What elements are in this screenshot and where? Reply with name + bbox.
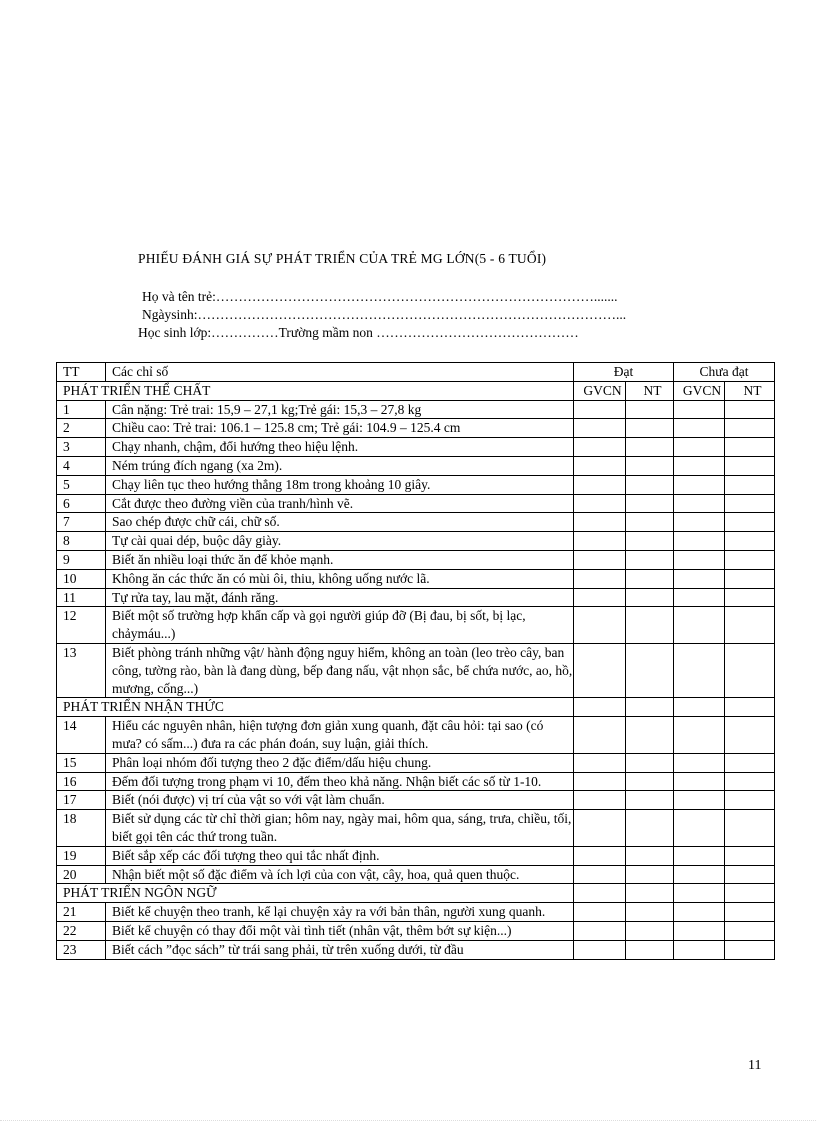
mark-cell [725, 865, 775, 884]
table-row [57, 717, 775, 754]
row-number: 11 [57, 588, 106, 607]
mark-cell [574, 513, 626, 532]
mark-cell [674, 494, 725, 513]
table-row [57, 494, 775, 513]
mark-cell [725, 940, 775, 959]
mark-cell [674, 753, 725, 772]
row-number: 21 [57, 903, 106, 922]
mark-cell [674, 550, 725, 569]
criterion-text: Chiều cao: Trẻ trai: 106.1 – 125.8 cm; Trẻ gái: 104.9 – 125.4 cm [106, 419, 574, 438]
mark-cell [626, 791, 674, 810]
table-row [57, 550, 775, 569]
mark-cell [725, 569, 775, 588]
mark-cell [574, 846, 626, 865]
section-row [57, 884, 775, 903]
mark-cell [574, 717, 626, 754]
mark-cell [725, 588, 775, 607]
mark-cell [674, 400, 725, 419]
row-number: 16 [57, 772, 106, 791]
mark-cell [626, 884, 674, 903]
mark-cell [674, 903, 725, 922]
mark-cell [725, 846, 775, 865]
header-criteria: Các chỉ số [106, 363, 574, 382]
table-row [57, 588, 775, 607]
criterion-text: Biết sử dụng các từ chỉ thời gian; hôm nay, ngày mai, hôm qua, sáng, trưa, chiều, tối, biết gọi tên các thứ trong tuần. [106, 810, 574, 847]
mark-cell [574, 921, 626, 940]
table-row [57, 772, 775, 791]
child-name-line: Họ và tên trẻ:…………………………………………………………………………....... [142, 289, 618, 304]
mark-cell [574, 698, 626, 717]
row-number: 7 [57, 513, 106, 532]
mark-cell [725, 550, 775, 569]
mark-cell [674, 772, 725, 791]
mark-cell [674, 588, 725, 607]
mark-cell [626, 588, 674, 607]
mark-cell [574, 607, 626, 644]
mark-cell [626, 643, 674, 697]
table-row [57, 607, 775, 644]
mark-cell [725, 438, 775, 457]
row-number: 19 [57, 846, 106, 865]
row-number: 6 [57, 494, 106, 513]
mark-cell [725, 456, 775, 475]
mark-cell [725, 921, 775, 940]
row-number: 22 [57, 921, 106, 940]
mark-cell [574, 753, 626, 772]
header-gvcn-chua-dat: GVCN [674, 381, 725, 400]
mark-cell [574, 791, 626, 810]
mark-cell [674, 846, 725, 865]
table-row [57, 940, 775, 959]
table-row [57, 400, 775, 419]
mark-cell [626, 846, 674, 865]
mark-cell [626, 532, 674, 551]
mark-cell [574, 400, 626, 419]
criterion-text: Đếm đối tượng trong phạm vi 10, đếm theo khả năng. Nhận biết các số từ 1-10. [106, 772, 574, 791]
row-number: 17 [57, 791, 106, 810]
mark-cell [574, 772, 626, 791]
mark-cell [674, 865, 725, 884]
criterion-text: Hiểu các nguyên nhân, hiện tượng đơn giản xung quanh, đặt câu hỏi: tại sao (có mưa? có sấm...) đưa ra các phán đoán, suy luận, giải thích. [106, 717, 574, 754]
criterion-text: Phân loại nhóm đối tượng theo 2 đặc điểm/dấu hiệu chung. [106, 753, 574, 772]
mark-cell [674, 698, 725, 717]
row-number: 18 [57, 810, 106, 847]
mark-cell [626, 513, 674, 532]
table-row [57, 865, 775, 884]
mark-cell [674, 438, 725, 457]
row-number: 4 [57, 456, 106, 475]
mark-cell [725, 903, 775, 922]
table-row [57, 513, 775, 532]
row-number: 5 [57, 475, 106, 494]
mark-cell [626, 865, 674, 884]
criterion-text: Biết kể chuyện theo tranh, kể lại chuyện xảy ra với bản thân, người xung quanh. [106, 903, 574, 922]
criterion-text: Nhận biết một số đặc điểm và ích lợi của con vật, cây, hoa, quả quen thuộc. [106, 865, 574, 884]
row-number: 9 [57, 550, 106, 569]
row-number: 20 [57, 865, 106, 884]
form-title: PHIẾU ĐÁNH GIÁ SỰ PHÁT TRIỂN CỦA TRẺ MG LỚN(5 - 6 TUỔI) [138, 251, 547, 266]
mark-cell [626, 921, 674, 940]
table-row [57, 456, 775, 475]
date-of-birth-line: Ngàysinh:…………………………………………………………………………………... [142, 307, 627, 322]
mark-cell [626, 717, 674, 754]
section-the-chat: PHÁT TRIỂN THỂ CHẤT [57, 381, 574, 400]
row-number: 10 [57, 569, 106, 588]
row-number: 1 [57, 400, 106, 419]
mark-cell [725, 717, 775, 754]
mark-cell [626, 810, 674, 847]
page-bottom-border [0, 1120, 816, 1121]
mark-cell [725, 884, 775, 903]
criterion-text: Ném trúng đích ngang (xa 2m). [106, 456, 574, 475]
table-row [57, 569, 775, 588]
table-row [57, 419, 775, 438]
mark-cell [574, 588, 626, 607]
page-number: 11 [748, 1058, 762, 1073]
section-title: PHÁT TRIỂN NGÔN NGỮ [57, 884, 574, 903]
criterion-text: Biết cách ”đọc sách” từ trái sang phải, từ trên xuống dưới, từ đầu [106, 940, 574, 959]
criterion-text: Biết sắp xếp các đối tượng theo qui tắc nhất định. [106, 846, 574, 865]
criterion-text: Cân nặng: Trẻ trai: 15,9 – 27,1 kg;Trẻ gái: 15,3 – 27,8 kg [106, 400, 574, 419]
criterion-text: Tự rửa tay, lau mặt, đánh răng. [106, 588, 574, 607]
mark-cell [626, 940, 674, 959]
mark-cell [674, 456, 725, 475]
mark-cell [725, 513, 775, 532]
mark-cell [725, 607, 775, 644]
mark-cell [725, 419, 775, 438]
mark-cell [574, 456, 626, 475]
table-row [57, 903, 775, 922]
row-number: 15 [57, 753, 106, 772]
mark-cell [626, 607, 674, 644]
mark-cell [674, 921, 725, 940]
class-school-line: Học sinh lớp:……………Trường mầm non ……………………………………… [138, 325, 579, 340]
table-row [57, 643, 775, 697]
header-row [57, 363, 775, 382]
criterion-text: Biết (nói được) vị trí của vật so với vật làm chuẩn. [106, 791, 574, 810]
mark-cell [574, 810, 626, 847]
mark-cell [725, 494, 775, 513]
mark-cell [626, 400, 674, 419]
mark-cell [574, 475, 626, 494]
mark-cell [574, 550, 626, 569]
criterion-text: Biết ăn nhiều loại thức ăn để khỏe mạnh. [106, 550, 574, 569]
mark-cell [674, 810, 725, 847]
header-dat: Đạt [574, 363, 674, 382]
mark-cell [674, 884, 725, 903]
table-row [57, 438, 775, 457]
header-tt: TT [57, 363, 106, 382]
criterion-text: Sao chép được chữ cái, chữ số. [106, 513, 574, 532]
mark-cell [674, 643, 725, 697]
mark-cell [626, 494, 674, 513]
section-title: PHÁT TRIỂN NHẬN THỨC [57, 698, 574, 717]
criterion-text: Tự cài quai dép, buộc dây giày. [106, 532, 574, 551]
section-row [57, 381, 775, 400]
mark-cell [725, 400, 775, 419]
mark-cell [574, 419, 626, 438]
mark-cell [725, 753, 775, 772]
mark-cell [574, 532, 626, 551]
mark-cell [626, 903, 674, 922]
mark-cell [626, 550, 674, 569]
table-row [57, 810, 775, 847]
row-number: 12 [57, 607, 106, 644]
row-number: 3 [57, 438, 106, 457]
mark-cell [674, 940, 725, 959]
row-number: 13 [57, 643, 106, 697]
table-row [57, 475, 775, 494]
mark-cell [725, 643, 775, 697]
mark-cell [574, 884, 626, 903]
mark-cell [574, 903, 626, 922]
criterion-text: Không ăn các thức ăn có mùi ôi, thiu, không uống nước lã. [106, 569, 574, 588]
assessment-table [56, 362, 775, 960]
mark-cell [674, 475, 725, 494]
header-nt-dat: NT [626, 381, 674, 400]
mark-cell [574, 865, 626, 884]
mark-cell [674, 791, 725, 810]
mark-cell [626, 475, 674, 494]
row-number: 2 [57, 419, 106, 438]
mark-cell [674, 607, 725, 644]
mark-cell [674, 532, 725, 551]
row-number: 14 [57, 717, 106, 754]
mark-cell [626, 419, 674, 438]
mark-cell [626, 569, 674, 588]
criterion-text: Chạy liên tục theo hướng thẳng 18m trong khoảng 10 giây. [106, 475, 574, 494]
mark-cell [725, 698, 775, 717]
mark-cell [725, 475, 775, 494]
header-chua-dat: Chưa đạt [674, 363, 775, 382]
mark-cell [725, 532, 775, 551]
header-gvcn-dat: GVCN [574, 381, 626, 400]
row-number: 23 [57, 940, 106, 959]
table-row [57, 532, 775, 551]
table-row [57, 753, 775, 772]
criterion-text: Cắt được theo đường viền của tranh/hình vẽ. [106, 494, 574, 513]
table-row [57, 791, 775, 810]
row-number: 8 [57, 532, 106, 551]
criterion-text: Chạy nhanh, chậm, đổi hướng theo hiệu lệnh. [106, 438, 574, 457]
section-row [57, 698, 775, 717]
mark-cell [674, 513, 725, 532]
mark-cell [674, 419, 725, 438]
mark-cell [574, 494, 626, 513]
mark-cell [574, 438, 626, 457]
mark-cell [725, 810, 775, 847]
mark-cell [725, 791, 775, 810]
mark-cell [626, 438, 674, 457]
mark-cell [626, 753, 674, 772]
criterion-text: Biết một số trường hợp khẩn cấp và gọi người giúp đỡ (Bị đau, bị sốt, bị lạc, chảymáu...) [106, 607, 574, 644]
mark-cell [626, 698, 674, 717]
criterion-text: Biết kể chuyện có thay đổi một vài tình tiết (nhân vật, thêm bớt sự kiện...) [106, 921, 574, 940]
mark-cell [574, 940, 626, 959]
mark-cell [574, 569, 626, 588]
mark-cell [674, 569, 725, 588]
mark-cell [626, 772, 674, 791]
criterion-text: Biết phòng tránh những vật/ hành động nguy hiểm, không an toàn (leo trèo cây, ban công, tường rào, bàn là đang dùng, bếp đang nấu, vật nhọn sắc, bể chứa nước, ao, hồ, mương, cống...) [106, 643, 574, 697]
mark-cell [725, 772, 775, 791]
mark-cell [626, 456, 674, 475]
mark-cell [574, 643, 626, 697]
header-nt-chua-dat: NT [725, 381, 775, 400]
table-row [57, 921, 775, 940]
mark-cell [674, 717, 725, 754]
table-row [57, 846, 775, 865]
